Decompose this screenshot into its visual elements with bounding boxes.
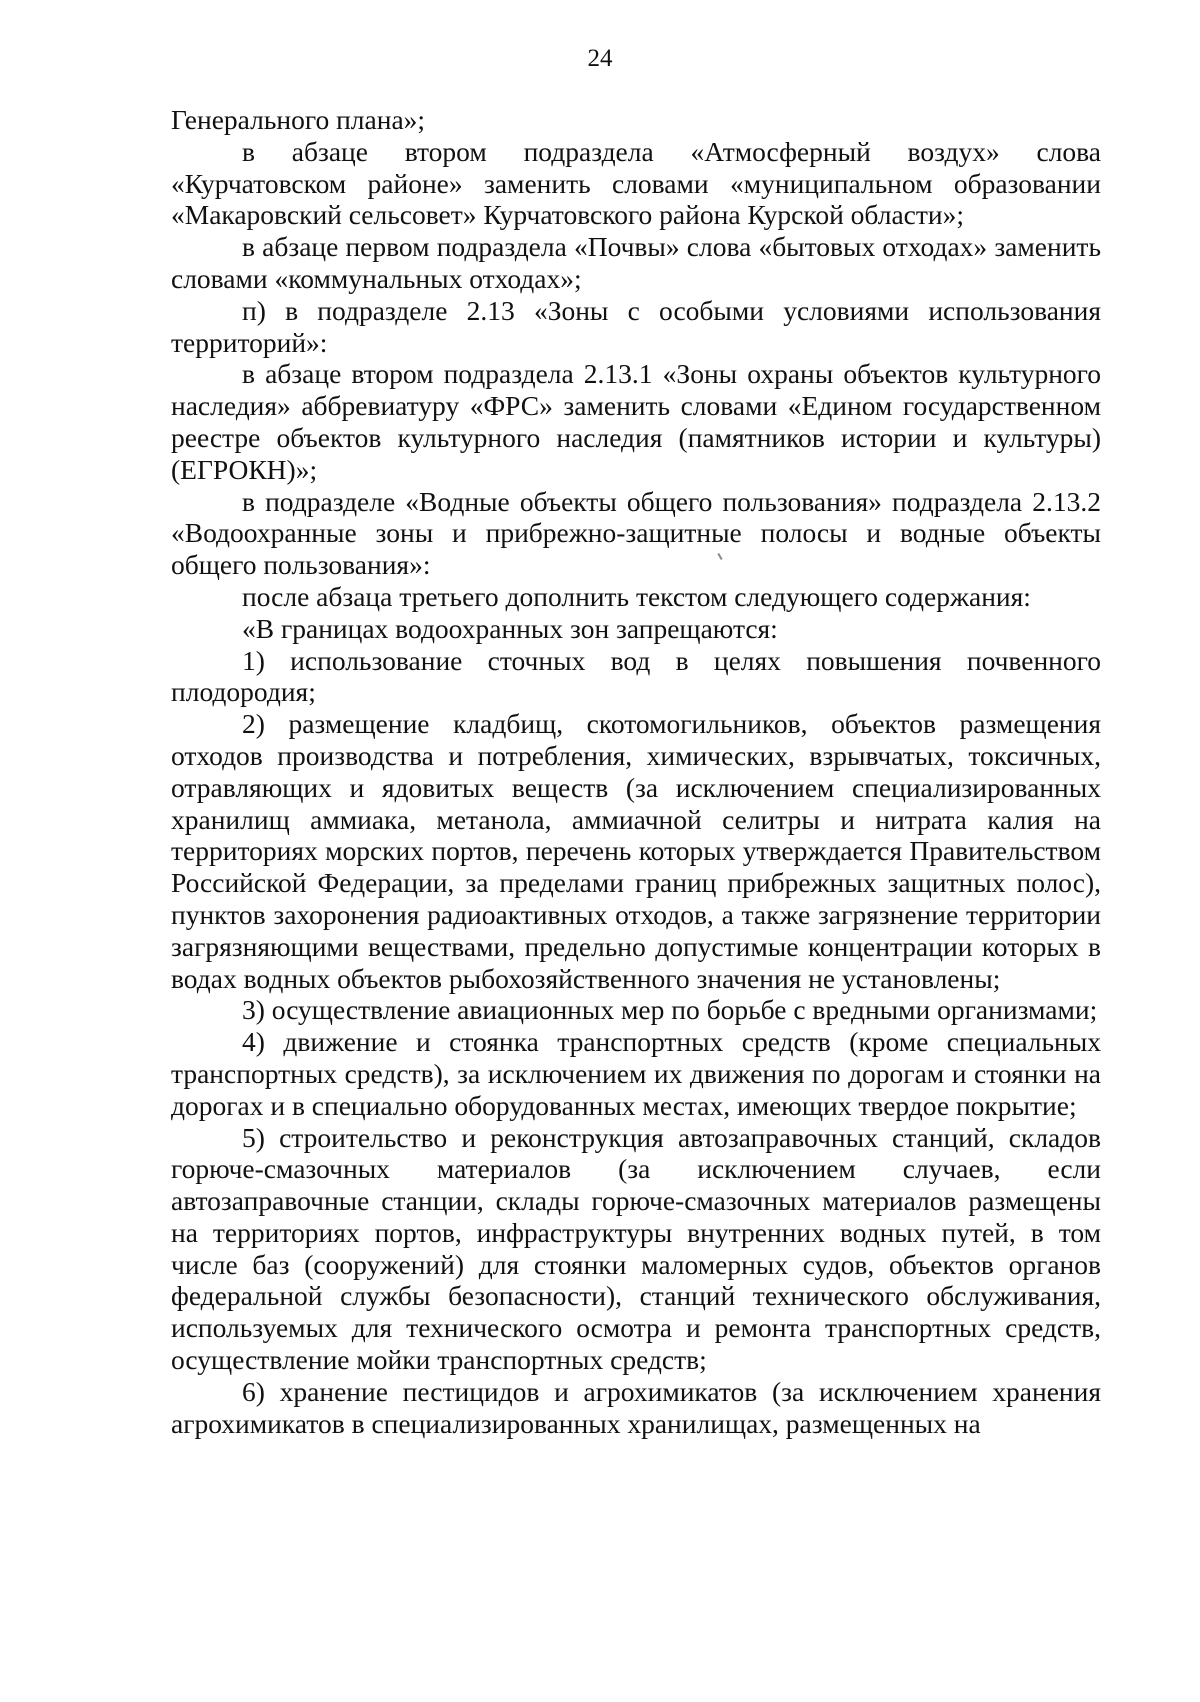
- paragraph: «В границах водоохранных зон запрещаются:: [242, 612, 778, 644]
- paragraph: в абзаце втором подраздела 2.13.1 «Зоны охраны объектов культурного наследия» аббревиатуру «ФРС» заменить словами «Едином государственном реестре объектов культурного наследия (памятников истории и культуры) (ЕГРОКН)»;: [171, 358, 1101, 485]
- list-item: 3) осуществление авиационных мер по борьбе с вредными организмами;: [242, 994, 1098, 1026]
- paragraph: в подразделе «Водные объекты общего пользования» подраздела 2.13.2 «Водоохранные зоны и прибрежно-защитные полосы и водные объекты общего пользования»:: [171, 485, 1101, 581]
- paragraph: Генерального плана»;: [171, 104, 426, 135]
- list-item: 4) движение и стоянка транспортных средств (кроме специальных транспортных средств), за исключением их движения по дорогам и стоянки на дорогах и в специально оборудованных местах, имеющих твердое покрытие;: [171, 1026, 1101, 1121]
- list-item: 1) использование сточных вод в целях повышения почвенного плодородия;: [171, 644, 1101, 708]
- list-item: 2) размещение кладбищ, скотомогильников, объектов размещения отходов производства и потребления, химических, взрывчатых, токсичных, отравляющих и ядовитых веществ (за исключением специализированных хранилищ аммиака, метанола, аммиачной селитры и нитрата калия на территориях морских портов, перечень которых утверждается Правительством Российской Федерации, за пределами границ прибрежных защитных полос), пунктов захоронения радиоактивных отходов, а также загрязнение территории загрязняющими веществами, предельно допустимые концентрации которых в водах водных объектов рыбохозяйственного значения не установлены;: [171, 708, 1101, 994]
- paragraph: после абзаца третьего дополнить текстом следующего содержания:: [242, 580, 1031, 612]
- paragraph: в абзаце втором подраздела «Атмосферный воздух» слова «Курчатовском районе» заменить словами «муниципальном образовании «Макаровский сельсовет» Курчатовского района Курской области»;: [171, 135, 1101, 231]
- paragraph: п) в подразделе 2.13 «Зоны с особыми условиями использования территорий»:: [171, 294, 1101, 358]
- list-item: 5) строительство и реконструкция автозаправочных станций, складов горюче-смазочных материалов (за исключением случаев, если автозаправочные станции, склады горюче-смазочных материалов размещены на территориях портов, инфраструктуры внутренних водных путей, в том числе баз (сооружений) для стоянки маломерных судов, объектов органов федеральной службы безопасности), станций технического обслуживания, используемых для технического осмотра и ремонта транспортных средств, осуществление мойки транспортных средств;: [171, 1121, 1101, 1376]
- paragraph: в абзаце первом подраздела «Почвы» слова «бытовых отходах» заменить словами «коммунальных отходах»;: [171, 231, 1101, 294]
- document-body: [171, 104, 1101, 1439]
- page-number: 24: [587, 45, 613, 72]
- list-item: 6) хранение пестицидов и агрохимикатов (за исключением хранения агрохимикатов в специализированных хранилищах, размещенных на: [171, 1375, 1101, 1439]
